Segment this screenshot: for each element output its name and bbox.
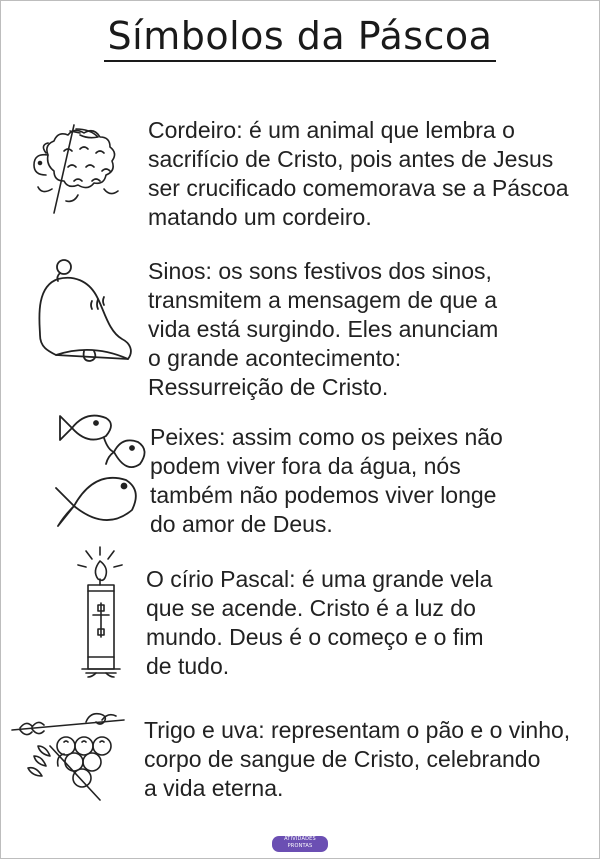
candle-description: O círio Pascal: é uma grande vela que se acende. Cristo é a luz do mundo. Deus é o começo e o fim de tudo.: [146, 566, 493, 679]
title-text: Símbolos da Páscoa: [104, 14, 497, 62]
bell-description: Sinos: os sons festivos dos sinos, transmitem a mensagem de que a vida está surgindo. Eles anunciam o grande acontecimento: Ressurreição de Cristo.: [148, 258, 499, 400]
fish-icon: [52, 410, 152, 540]
wheat-grapes-description: Trigo e uva: representam o pão e o vinho, corpo de sangue de Cristo, celebrando a vida eterna.: [144, 717, 571, 801]
wheat-grapes-icon: [6, 706, 136, 806]
lamb-icon: [18, 115, 138, 215]
bell-icon: [34, 255, 139, 375]
page-title: [0, 14, 600, 62]
footer-logo-text: ATIVIDADES PRONTAS: [284, 836, 316, 849]
candle-icon: [74, 545, 134, 680]
footer-logo: [272, 836, 328, 852]
lamb-description: Cordeiro: é um animal que lembra o sacrifício de Cristo, pois antes de Jesus ser crucificado comemorava se a Páscoa matando um cordeiro.: [148, 117, 569, 230]
fish-description: Peixes: assim como os peixes não podem viver fora da água, nós também não podemos viver longe do amor de Deus.: [150, 424, 503, 537]
